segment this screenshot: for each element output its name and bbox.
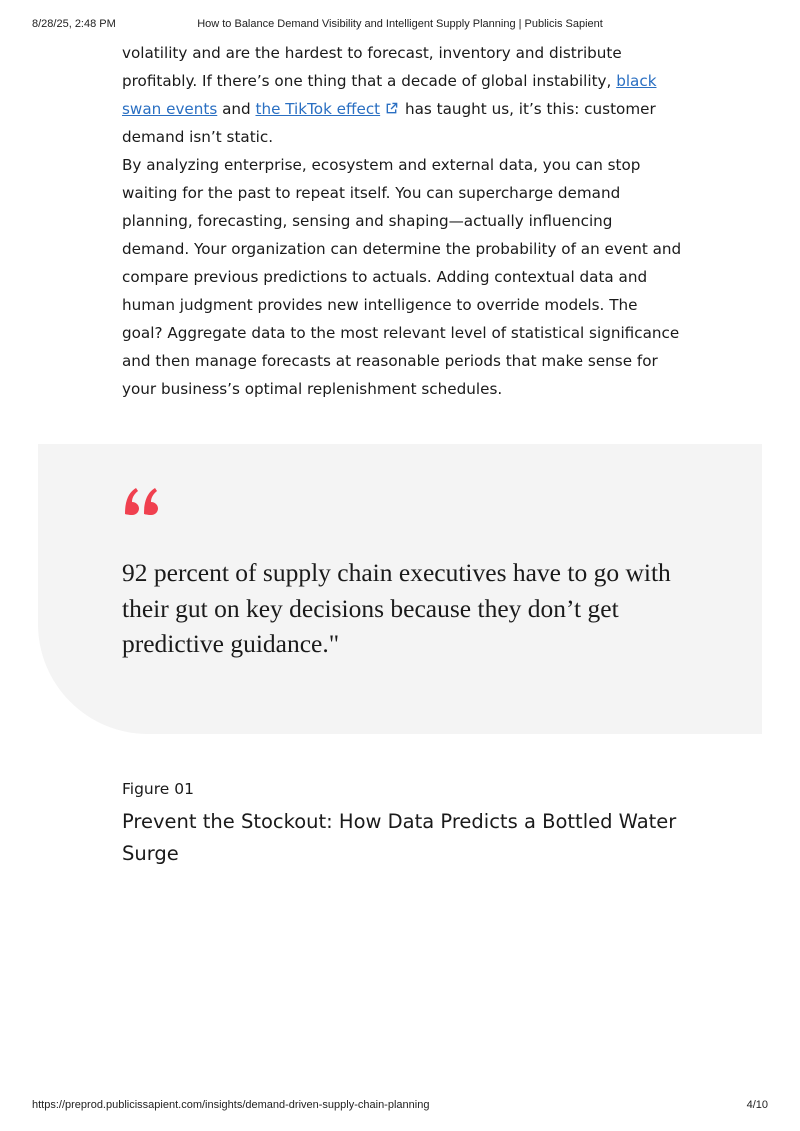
print-url: https://preprod.publicissapient.com/insights/demand-driven-supply-chain-planning	[32, 1099, 430, 1111]
figure-title: Prevent the Stockout: How Data Predicts a Bottled Water Surge	[122, 810, 677, 865]
external-link-icon[interactable]	[385, 102, 398, 115]
black-swan-events-link[interactable]: black swan events	[122, 72, 657, 118]
tiktok-effect-link[interactable]: the TikTok effect	[255, 100, 381, 118]
pull-quote	[38, 444, 762, 734]
print-page-number: 4/10	[746, 1099, 768, 1111]
paragraph-text: and	[217, 100, 256, 118]
print-page-title: How to Balance Demand Visibility and Intelligent Supply Planning | Publicis Sapient	[197, 18, 603, 30]
article-paragraph-2	[122, 151, 682, 403]
paragraph-text: volatility and are the hardest to forecast, inventory and distribute profitably. If there’s one thing that a decade of global instability,	[122, 44, 622, 90]
article-paragraph-1	[122, 39, 682, 151]
paragraph-text: By analyzing enterprise, ecosystem and external data, you can stop waiting for the past to repeat itself. You can supercharge demand planning, forecasting, sensing and shaping—actually influencing demand. Your organization can determine the probability of an event and compare previous predictions to actuals. Adding contextual data and human judgment provides new intelligence to override models. The goal? Aggregate data to the most relevant level of statistical significance and then manage forecasts at reasonable periods that make sense for your business’s optimal replenishment schedules.	[122, 156, 682, 398]
quote-mark-icon	[122, 484, 162, 518]
quote-text: 92 percent of supply chain executives have to go with their gut on key decisions because they don’t get predictive guidance."	[122, 558, 671, 658]
figure-label: Figure 01	[122, 780, 194, 798]
paragraph-text: has taught us, it’s this: customer demand isn’t static.	[122, 100, 656, 146]
print-datetime: 8/28/25, 2:48 PM	[32, 18, 116, 30]
